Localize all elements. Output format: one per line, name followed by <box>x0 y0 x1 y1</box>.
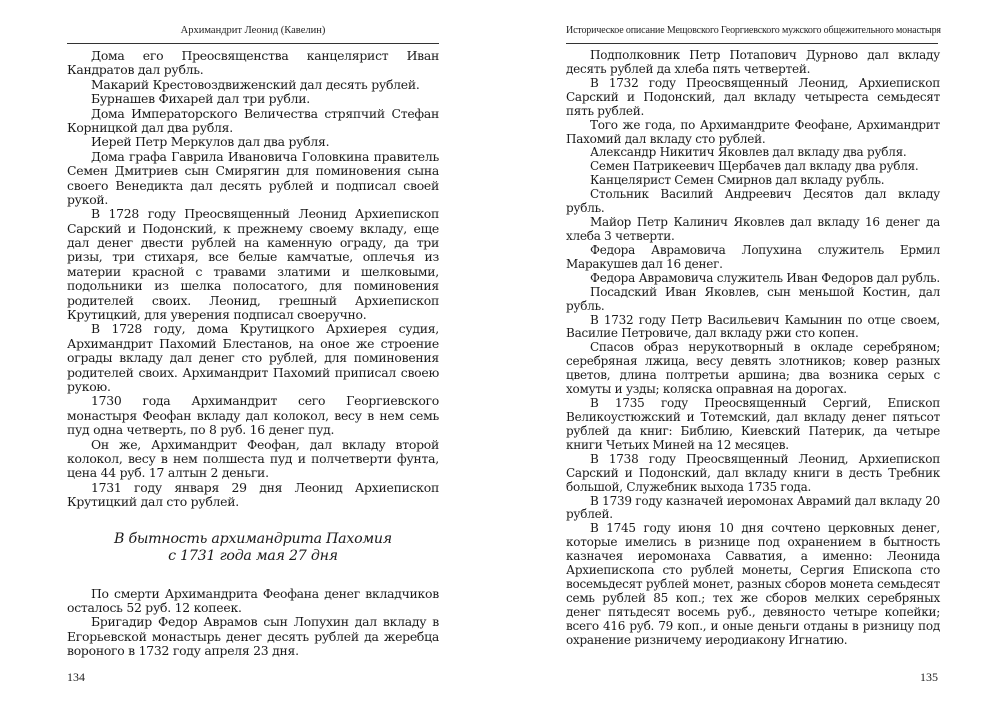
running-head-left: Архимандрит Леонид (Кавелин) <box>180 25 326 36</box>
paragraph: В 1738 году Преосвященный Леонид, Архиепископ Сарский и Подонский, дал вкладу книги в десть Требник большой, Служебник выхода 1735 года. <box>566 451 940 494</box>
paragraph: Федора Аврамовича служитель Иван Федоров дал рубль. <box>590 270 940 285</box>
right-page <box>500 0 1000 706</box>
left-page-text <box>67 49 439 658</box>
paragraph: В 1732 году Петр Васильевич Камынин по отце своем, Василие Петровиче, дал вкладу ржи сто копен. <box>566 312 940 341</box>
paragraph: Дома его Преосвященства канцелярист Иван Кандратов дал рубль. <box>67 48 439 78</box>
page-number-right: 135 <box>920 670 938 684</box>
paragraph: Федора Аврамовича Лопухина служитель Ермил Маракушев дал 16 денег. <box>566 242 940 271</box>
paragraph: Дома Императорского Величества стряпчий Стефан Корницкой дал два рубля. <box>67 105 439 135</box>
paragraph: Спасов образ нерукотворный в окладе серебряном; серебряная лжица, весу девять злотников; ковер разных цветов, длина полтретьи аршина; два возника серых с хомуты и узды; коляска оправная на дорогах. <box>566 340 940 397</box>
paragraph: Стольник Василий Андреевич Десятов дал вкладу рубль. <box>566 187 940 216</box>
paragraph: В 1732 году Преосвященный Леонид, Архиепископ Сарский и Подонский, дал вкладу четыреста семьдесят пять рублей. <box>566 75 940 118</box>
paragraph: По смерти Архимандрита Феофана денег вкладчиков осталось 52 руб. 12 копеек. <box>67 585 439 615</box>
paragraph: Подполковник Петр Потапович Дурново дал вкладу десять рублей да хлеба пять четвертей. <box>566 48 940 76</box>
section-heading-line-2: с 1731 года мая 27 дня <box>168 547 338 564</box>
paragraph: Иерей Петр Меркулов дал два рубля. <box>91 134 330 150</box>
paragraph: 1730 года Архимандрит сего Георгиевского монастыря Феофан вкладу дал колокол, весу в нем семь пуд одна четверть, по 8 руб. 16 денег пуд. <box>67 393 439 438</box>
paragraph: Бригадир Федор Аврамов сын Лопухин дал вкладу в Егорьевской монастырь денег десять рублей да жеребца вороного в 1732 году апреля 23 дня. <box>67 614 439 659</box>
section-heading <box>67 531 439 565</box>
paragraph: Семен Патрикеевич Щербачев дал вкладу два рубля. <box>590 159 919 174</box>
paragraph: Бурнашев Фихарей дал три рубли. <box>91 91 310 107</box>
right-page-text <box>566 49 940 648</box>
paragraph: Дома графа Гаврила Ивановича Головкина правитель Семен Дмитриев сын Смирягин для поминовения сына своего Венедикта дал десять рублей и подписал своей рукой. <box>67 148 439 207</box>
paragraph: Он же, Архимандрит Феофан, дал вкладу второй колокол, весу в нем полшеста пуд и полчетверти фунта, цена 44 руб. 17 алтын 2 деньги. <box>67 436 439 481</box>
running-head-right: Историческое описание Мещовского Георгиевского мужского общежительного монастыря <box>566 25 941 36</box>
paragraph: Макарий Крестовоздвиженский дал десять рублей. <box>91 76 420 92</box>
paragraph: Посадский Иван Яковлев, сын меньшой Костин, дал рубль. <box>566 284 940 313</box>
header-rule-left <box>67 43 439 44</box>
paragraph: В 1728 году Преосвященный Леонид Архиепископ Сарский и Подонский, к прежнему своему вкладу, еще дал денег двести рублей на каменную ограду, да три ризы, три стихаря, все белые камчатые, оплечья из материи красной с травами златими и шелковыми, подольники из шелка полосатого, для поминовения родителей своих. Леонид, грешный Архиепископ Крутицкий, для уверения подписал своеручно. <box>67 206 439 323</box>
paragraph: Александр Никитич Яковлев дал вкладу два рубля. <box>590 145 907 160</box>
section-heading-line-1: В бытность архимандрита Пахомия <box>114 530 392 547</box>
header-rule-right <box>566 43 938 44</box>
paragraph: В 1739 году казначей иеромонах Аврамий дал вкладу 20 рублей. <box>566 493 940 522</box>
paragraph: Майор Петр Калинич Яковлев дал вкладу 16 денег да хлеба 3 четверти. <box>566 215 940 243</box>
paragraph: Того же года, по Архимандрите Феофане, Архимандрит Пахомий дал вкладу сто рублей. <box>566 117 940 146</box>
paragraph: Канцелярист Семен Смирнов дал вкладу рубль. <box>590 173 885 188</box>
paragraph: 1731 году января 29 дня Леонид Архиепископ Крутицкий дал сто рублей. <box>67 479 439 510</box>
page-number-left: 134 <box>67 670 85 684</box>
paragraph: В 1745 году июня 10 дня сочтено церковных денег, которые имелись в ризнице под охранением в бытность казначея иеромонаха Савватия, а именно: Леонида Архиепископа сто рублей монеты, Сергия Епископа сто восемьдесят рублей монет, разных сборов монета семьдесят семь рублей 85 коп.; тех же сборов мелких серебряных денег пятьдесят восемь руб., девяносто четыре копейки; всего 416 руб. 79 коп., и оные деньги отданы в ризницу под охранение ризничему иеродиакону Игнатию. <box>566 521 940 647</box>
paragraph: В 1728 году, дома Крутицкого Архиерея судия, Архимандрит Пахомий Блестанов, на оное же строение ограды вкладу дал денег сто рублей, для поминовения родителей своих. Архимандрит Пахомий приписал своею рукою. <box>67 321 439 394</box>
paragraph: В 1735 году Преосвященный Сергий, Епископ Великоустюжский и Тотемский, дал вкладу денег пятьсот рублей да книг: Библию, Киевский Патерик, да четыре книги Четьих Миней на 12 месяцев. <box>566 396 940 452</box>
